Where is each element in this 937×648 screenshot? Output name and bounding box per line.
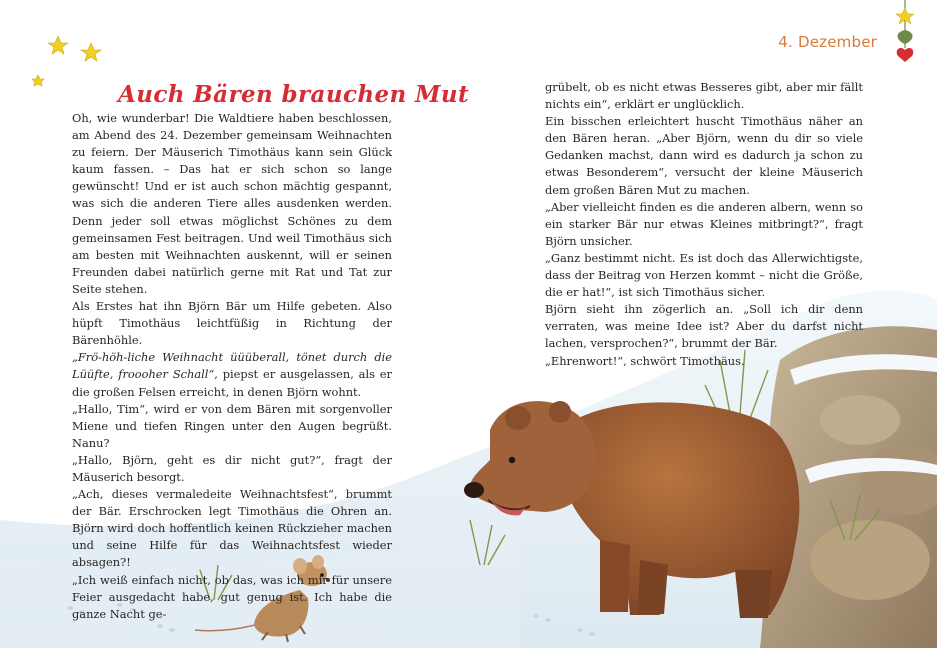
paragraph: Björn sieht ihn zögerlich an. „Soll ich dir denn verraten, was meine Idee ist? Aber du darfst nicht lachen, versprochen?“, brummt der Bär. [545, 302, 863, 351]
paragraph: „Aber vielleicht finden es die anderen albern, wenn so ein starker Bär nur etwas Kleines mitbringt?“, fragt Björn unsicher. [545, 199, 863, 248]
song-continuation: , piepst er ausgelassen, als er die großen Felsen erreicht, in denen Björn wohnt. [72, 367, 392, 399]
paragraph: „Hallo, Björn, geht es dir nicht gut?“, fragt der Mäuserich besorgt. [72, 452, 392, 484]
paragraph: „Hallo, Tim“, wird er von dem Bären mit sorgenvoller Miene und tiefen Ringen unter den Augen begrüßt. Nanu? [72, 401, 392, 450]
paragraph: „Ehrenwort!“, schwört Timothäus. [545, 353, 745, 368]
story-column-right [545, 79, 863, 370]
paragraph: „Ach, dieses vermaledeite Weihnachtsfest“, brummt der Bär. Erschrocken legt Timothäus die Ohren an. Björn wird doch hoffentlich keinen Rückzieher machen und seine Hilfe für das Weihnachtsfest wieder absagen?! [72, 487, 392, 570]
paragraph: „Ganz bestimmt nicht. Es ist doch das Allerwichtigste, dass der Beitrag von Herzen kommt – nicht die Größe, die er hat!“, ist sich Timothäus sicher. [545, 250, 863, 300]
calendar-date: 4. Dezember [778, 33, 877, 51]
paragraph: „Ich weiß einfach nicht, ob das, was ich mir für unsere Feier ausgedacht habe, gut genug ist. Ich habe die ganze Nacht ge- [72, 572, 392, 621]
heart-ornament-icon [896, 0, 914, 62]
paragraph: Ein bisschen erleichtert huscht Timothäus näher an den Bären heran. „Aber Björn, wenn du dir so viele Gedanken machst, dann wird es dadurch ja schon zu etwas Besonderem“, versucht der kleine Mäuserich dem großen Bären Mut zu machen. [545, 114, 863, 197]
story-column-left [72, 110, 392, 623]
paragraph: grübelt, ob es nicht etwas Besseres gibt, aber mir fällt nichts ein“, erklärt er unglücklich. [545, 80, 863, 112]
paragraph: Oh, wie wunderbar! Die Waldtiere haben beschlossen, am Abend des 24. Dezember gemeinsam Weihnachten zu feiern. Der Mäuserich Timothäus kann sein Glück kaum fassen. – Das hat er sich schon so lange gewünscht! Und er ist auch schon mächtig gespannt, was sich die anderen Tiere alles ausdenken werden. Denn jeder soll etwas möglichst Schönes zu dem gemeinsamen Fest beitragen. Und weil Timothäus sich am besten mit Weihnachten auskennt, will er seinen Freunden dabei natürlich gerne mit Rat und Tat zur Seite stehen. [72, 111, 392, 296]
story-title: Auch Bären brauchen Mut [118, 81, 470, 109]
star-icon [32, 36, 101, 86]
song-quote: „Frö-höh-liche Weihnacht üüüberall, tönet durch die Lüüfte, froooher Schall“ [72, 350, 392, 382]
paragraph [72, 349, 392, 400]
paragraph: Als Erstes hat ihn Björn Bär um Hilfe gebeten. Also hüpft Timothäus leichtfüßig in Richtung der Bärenhöhle. [72, 299, 392, 348]
